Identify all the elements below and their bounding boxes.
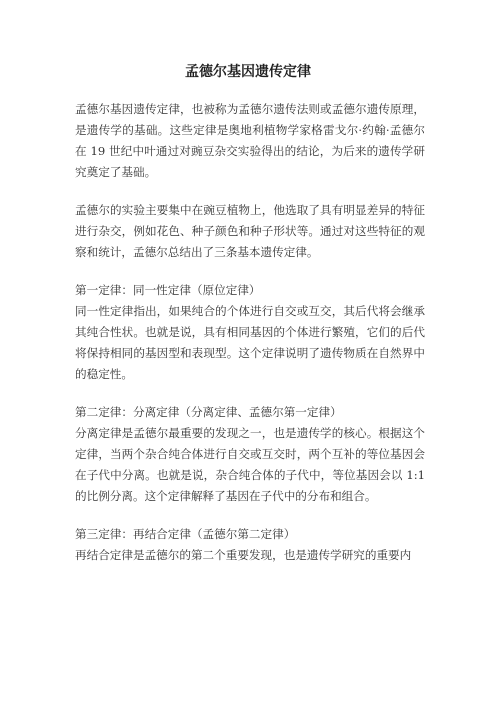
law-heading-2: 第二定律：分离定律（分离定律、孟德尔第一定律） xyxy=(75,405,342,419)
intro-paragraph-2: 孟德尔的实验主要集中在豌豆植物上，他选取了具有明显差异的特征进行杂交，例如花色、种子颜色和种子形状等。通过对这些特征的观察和统计，孟德尔总结出了三条基本遗传定律。 xyxy=(75,203,425,259)
law-text-3: 再结合定律是孟德尔的第二个重要发现，也是遗传学研究的重要内 xyxy=(75,548,412,562)
law-section-1 xyxy=(75,280,425,385)
law-heading-1: 第一定律：同一性定律（原位定律） xyxy=(75,283,261,297)
document-title: 孟德尔基因遗传定律 xyxy=(185,64,311,80)
intro-paragraph-1: 孟德尔基因遗传定律，也被称为孟德尔遗传法则或孟德尔遗传原理，是遗传学的基础。这些定律是奥地利植物学家格雷戈尔·约翰·孟德尔在 19 世纪中叶通过对豌豆杂交实验得出的结论，为后来的遗传学研究奠定了基础。 xyxy=(75,102,425,179)
document-body xyxy=(75,99,425,583)
law-section-2 xyxy=(75,402,425,507)
law-text-1: 同一性定律指出，如果纯合的个体进行自交或互交，其后代将会继承其纯合性状。也就是说，具有相同基因的个体进行繁殖，它们的后代将保持相同的基因型和表现型。这个定律说明了遗传物质在自然界中的稳定性。 xyxy=(75,304,425,381)
law-section-3 xyxy=(75,524,425,566)
law-heading-3: 第三定律：再结合定律（孟德尔第二定律） xyxy=(75,527,296,541)
law-text-2: 分离定律是孟德尔最重要的发现之一，也是遗传学的核心。根据这个定律，当两个杂合纯合体进行自交或互交时，两个互补的等位基因会在子代中分离。也就是说，杂合纯合体的子代中，等位基因会以 1:1 的比例分离。这个定律解释了基因在子代中的分布和组合。 xyxy=(75,426,425,503)
